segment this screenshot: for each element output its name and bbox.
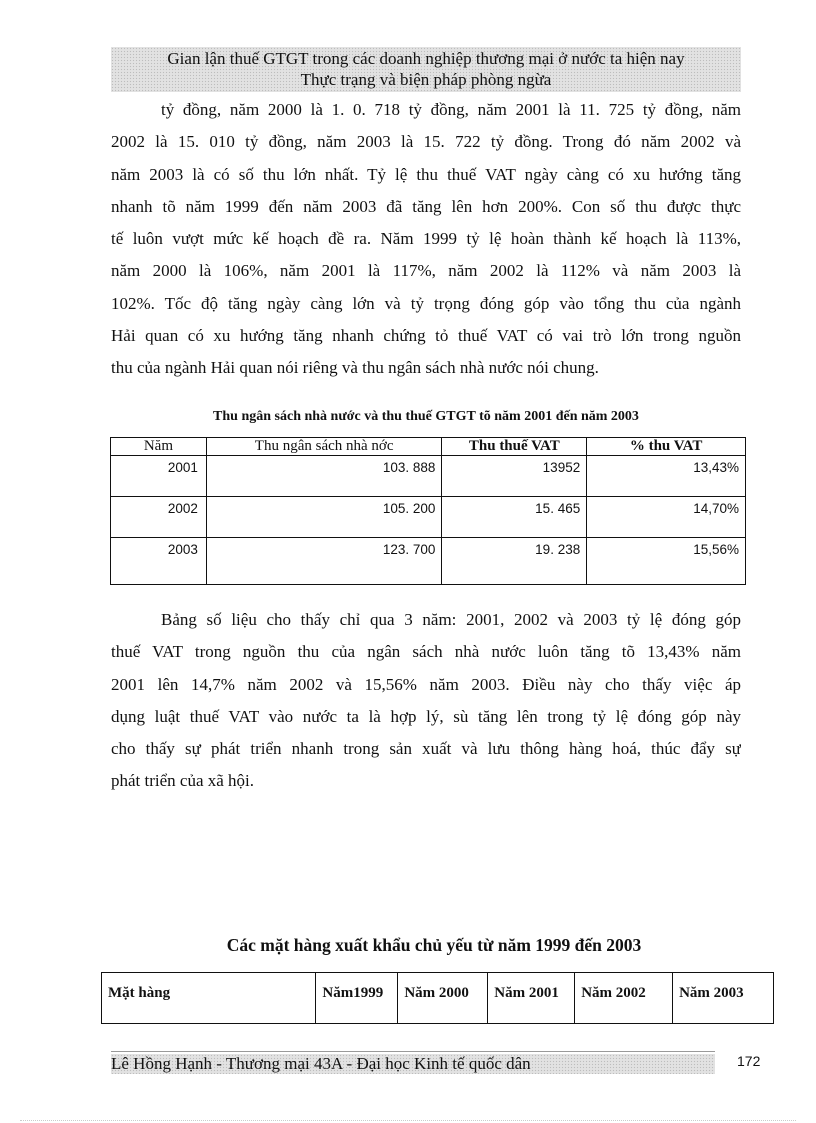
table-cell: 15,56% — [587, 538, 746, 585]
table-cell: 123. 700 — [206, 538, 442, 585]
header-title-line-2: Thực trạng và biện pháp phòng ngừa — [300, 70, 552, 89]
table-cell: 103. 888 — [206, 456, 442, 497]
table-header-cell: % thu VAT — [587, 438, 746, 456]
table-header-row — [102, 973, 774, 1024]
paragraph-1-line: tế luôn vượt mức kế hoạch đề ra. Năm 1999 tỷ lệ hoàn thành kế hoạch là 113%, — [111, 229, 741, 249]
table-header-cell: Năm1999 — [316, 973, 398, 1024]
revenue-table — [110, 437, 746, 585]
paragraph-2 — [111, 604, 741, 798]
paragraph-2-line: thuế VAT trong nguồn thu của ngân sách nhà nước luôn tăng tõ 13,43% năm — [111, 642, 741, 662]
paragraph-1-line: nhanh tõ năm 1999 đến năm 2003 đã tăng lên hơn 200%. Con số thu được thực — [111, 196, 741, 216]
paragraph-2-line: phát triển của xã hội. — [111, 771, 255, 791]
paragraph-1-line: 102%. Tốc độ tăng ngày càng lớn và tỷ trọng đóng góp vào tổng thu của ngành — [111, 293, 741, 313]
table-cell: 2002 — [111, 497, 207, 538]
paragraph-2-line: dụng luật thuế VAT vào nước ta là hợp lý, sù tăng lên trong tỷ lệ đóng góp này — [111, 706, 741, 726]
table-cell: 13,43% — [587, 456, 746, 497]
table-header-cell: Năm 2001 — [488, 973, 575, 1024]
table-header-cell: Mặt hàng — [102, 973, 316, 1024]
table-row — [111, 538, 746, 585]
table-header-row — [111, 438, 746, 456]
paragraph-1-line: Hải quan có xu hướng tăng nhanh chứng tỏ thuế VAT có vai trò lớn trong nguồn — [111, 326, 741, 346]
table-header-cell: Thu thuế VAT — [442, 438, 587, 456]
footer-divider — [111, 1051, 715, 1052]
paragraph-1-line: 2002 là 15. 010 tỷ đồng, năm 2003 là 15. 722 tỷ đồng. Trong đó năm 2002 và — [111, 132, 741, 152]
page-footer: Lê Hồng Hạnh - Thương mại 43A - Đại học Kinh tế quốc dân — [111, 1054, 715, 1074]
page-header — [111, 47, 741, 92]
table-cell: 2003 — [111, 538, 207, 585]
table-header-cell: Năm — [111, 438, 207, 456]
page-bottom-divider — [20, 1120, 796, 1121]
paragraph-2-line: cho thấy sự phát triển nhanh trong sản xuất và lưu thông hàng hoá, thúc đẩy sự — [111, 739, 741, 759]
paragraph-2-line: Bảng số liệu cho thấy chỉ qua 3 năm: 2001, 2002 và 2003 tỷ lệ đóng góp — [161, 610, 741, 629]
paragraph-1 — [111, 94, 741, 385]
table-row — [111, 497, 746, 538]
header-title-line-1: Gian lận thuế GTGT trong các doanh nghiệp thương mại ở nước ta hiện nay — [167, 49, 685, 68]
paragraph-1-line: năm 2000 là 106%, năm 2001 là 117%, năm 2002 là 112% và năm 2003 là — [111, 261, 741, 281]
table-1-caption: Thu ngân sách nhà nước và thu thuế GTGT tõ năm 2001 đến năm 2003 — [213, 409, 639, 424]
table-header-cell: Năm 2000 — [398, 973, 488, 1024]
table-cell: 19. 238 — [442, 538, 587, 585]
table-cell: 105. 200 — [206, 497, 442, 538]
export-table — [101, 972, 774, 1024]
table-row — [111, 456, 746, 497]
table-header-cell: Thu ngân sách nhà nớc — [206, 438, 442, 456]
paragraph-2-line: 2001 lên 14,7% năm 2002 và 15,56% năm 2003. Điều này cho thấy việc áp — [111, 674, 741, 694]
table-cell: 2001 — [111, 456, 207, 497]
table-header-cell: Năm 2002 — [575, 973, 673, 1024]
paragraph-1-line: tỷ đồng, năm 2000 là 1. 0. 718 tỷ đồng, năm 2001 là 11. 725 tỷ đồng, năm — [161, 100, 741, 119]
table-cell: 13952 — [442, 456, 587, 497]
table-2-caption: Các mặt hàng xuất khẩu chủ yếu từ năm 1999 đến 2003 — [226, 935, 642, 955]
paragraph-1-line: năm 2003 là có số thu lớn nhất. Tỷ lệ thu thuế VAT ngày càng có xu hướng tăng — [111, 164, 741, 184]
page-number: 172 — [737, 1053, 761, 1069]
table-header-cell: Năm 2003 — [673, 973, 774, 1024]
table-cell: 15. 465 — [442, 497, 587, 538]
table-cell: 14,70% — [587, 497, 746, 538]
paragraph-1-line: thu của ngành Hải quan nói riêng và thu ngân sách nhà nước nói chung. — [111, 358, 599, 378]
